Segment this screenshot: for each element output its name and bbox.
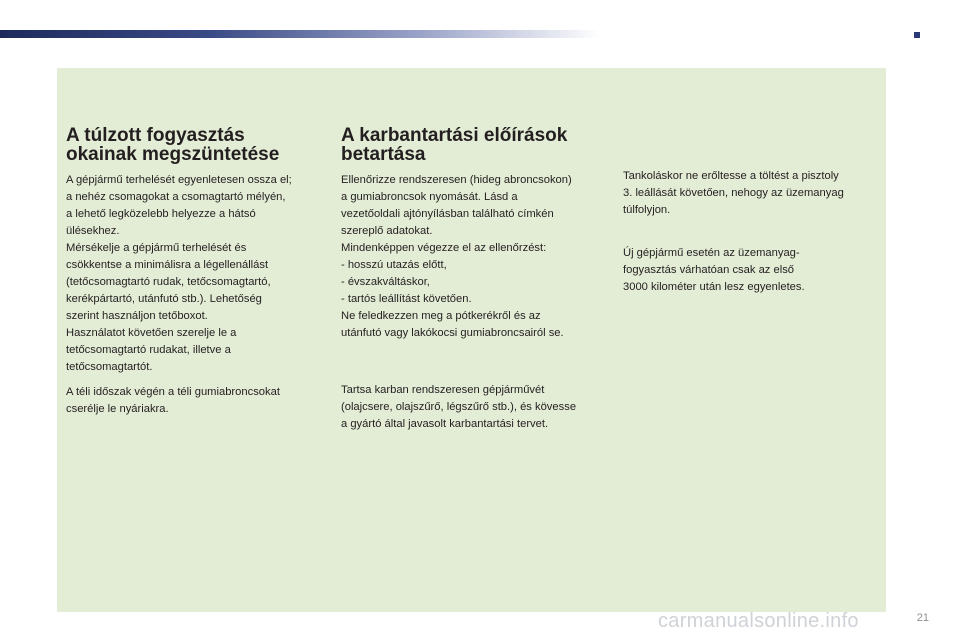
paragraph-load-distribution: A gépjármű terhelését egyenletesen ossza el; a nehéz csomagokat a csomagtartó mélyén, a lehető legközelebb helyezze a hátsó ülésekhez. Mérsékelje a gépjármű terhelését és csökkentse a minimálisra a légellenállást (tetőcsomagtartó rudak, tetőcsomagtartó, kerékpártartó, utánfutó stb.). Lehetőség szerint használjon tetőboxot. Használatot követően szerelje le a tetőcsomagtartó rudakat, illetve a tetőcsomagtartót. xyxy=(66,174,292,373)
paragraph-refuelling: Tankoláskor ne erőltesse a töltést a pisztoly 3. leállását követően, nehogy az üzemanyag túlfolyjon. xyxy=(623,170,844,216)
section-title-maintenance: A karbantartási előírások betartása xyxy=(341,125,568,165)
paragraph-new-vehicle: Új gépjármű esetén az üzemanyag- fogyasztás várhatóan csak az első 3000 kilométer után lesz egyenletes. xyxy=(623,247,805,293)
section-title-excess-consumption: A túlzott fogyasztás okainak megszüntetése xyxy=(66,125,280,165)
paragraph-tyre-pressure: Ellenőrizze rendszeresen (hideg abroncsokon) a gumiabroncsok nyomását. Lásd a vezetőoldali ajtónyílásban található címkén szereplő adatokat. Mindenképpen végezze el az ellenőrzést: - hosszú utazás előtt, - évszakváltáskor, - tartós leállítást követően. Ne feledkezzen meg a pótkerékről és az utánfutó vagy lakókocsi gumiabroncsairól se. xyxy=(341,174,572,339)
watermark-text: carmanualsonline.info xyxy=(658,610,859,632)
page-number: 21 xyxy=(916,612,929,624)
header-gradient-bar xyxy=(0,30,600,38)
column-maintenance xyxy=(341,126,606,433)
paragraph-winter-tyres: A téli időszak végén a téli gumiabroncsokat cserélje le nyáriakra. xyxy=(66,386,280,415)
paragraph-service-plan: Tartsa karban rendszeresen gépjárművét (olajcsere, olajszűrő, légszűrő stb.), és kövesse a gyártó által javasolt karbantartási tervet. xyxy=(341,384,577,430)
column-excess-consumption xyxy=(66,126,321,418)
corner-marker xyxy=(914,32,920,38)
column-fuel-tips xyxy=(623,168,878,296)
